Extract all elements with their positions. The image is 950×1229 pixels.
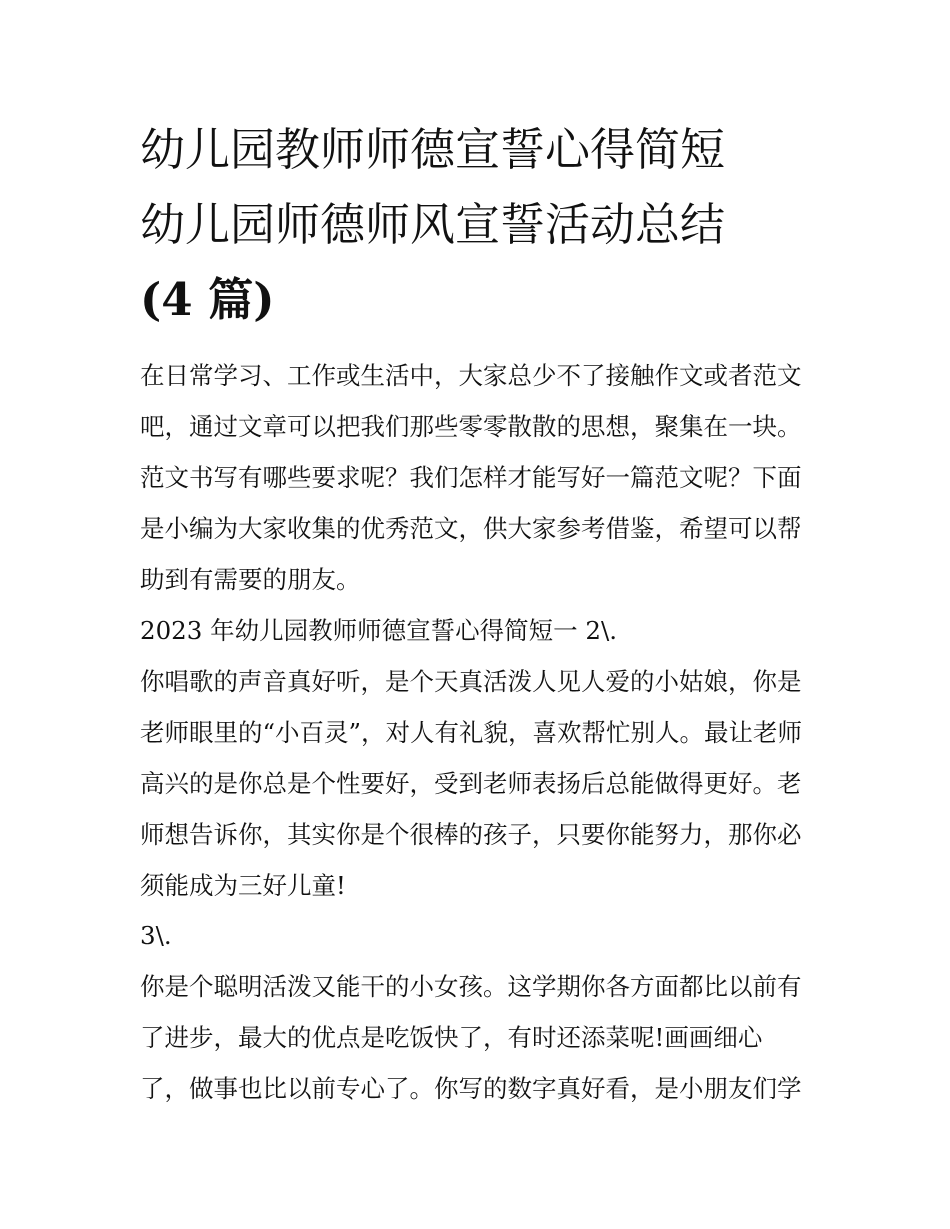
body-line-1: 在日常学习、工作或生活中，大家总少不了接触作文或者范文 <box>140 361 802 390</box>
document-title <box>140 112 820 337</box>
section-heading-3: 3\. <box>140 921 172 950</box>
body-line-10: 师想告诉你，其实你是个很棒的孩子，只要你能努力，那你必 <box>140 820 802 849</box>
body-line-4: 是小编为大家收集的优秀范文，供大家参考借鉴，希望可以帮 <box>140 514 802 543</box>
body-line-7: 你唱歌的声音真好听，是个天真活泼人见人爱的小姑娘，你是 <box>140 667 802 696</box>
body-line-9: 高兴的是你总是个性要好，受到老师表扬后总能做得更好。老 <box>140 769 802 798</box>
section-heading-2: 2023 年幼儿园教师师德宣誓心得简短一 2\. <box>140 616 618 645</box>
body-line-8: 老师眼里的“小百灵”，对人有礼貌，喜欢帮忙别人。最让老师 <box>140 718 803 747</box>
body-line-5: 助到有需要的朋友。 <box>140 565 361 594</box>
body-line-13: 你是个聪明活泼又能干的小女孩。这学期你各方面都比以前有 <box>140 972 802 1001</box>
body-line-15: 了，做事也比以前专心了。你写的数字真好看，是小朋友们学 <box>140 1074 802 1103</box>
title-line-1: 幼儿园教师师德宣誓心得简短 <box>140 123 726 176</box>
body-line-11: 须能成为三好儿童! <box>140 871 346 900</box>
title-line-2: 幼儿园师德师风宣誓活动总结 <box>140 198 726 251</box>
body-line-14: 了进步，最大的优点是吃饭快了，有时还添菜呢!画画细心 <box>140 1023 763 1052</box>
body-line-2: 吧，通过文章可以把我们那些零零散散的思想，聚集在一块。 <box>140 412 802 441</box>
title-line-3: (4 篇) <box>140 273 275 326</box>
document-body <box>140 350 820 1114</box>
body-line-3: 范文书写有哪些要求呢？我们怎样才能写好一篇范文呢？下面 <box>140 463 802 492</box>
